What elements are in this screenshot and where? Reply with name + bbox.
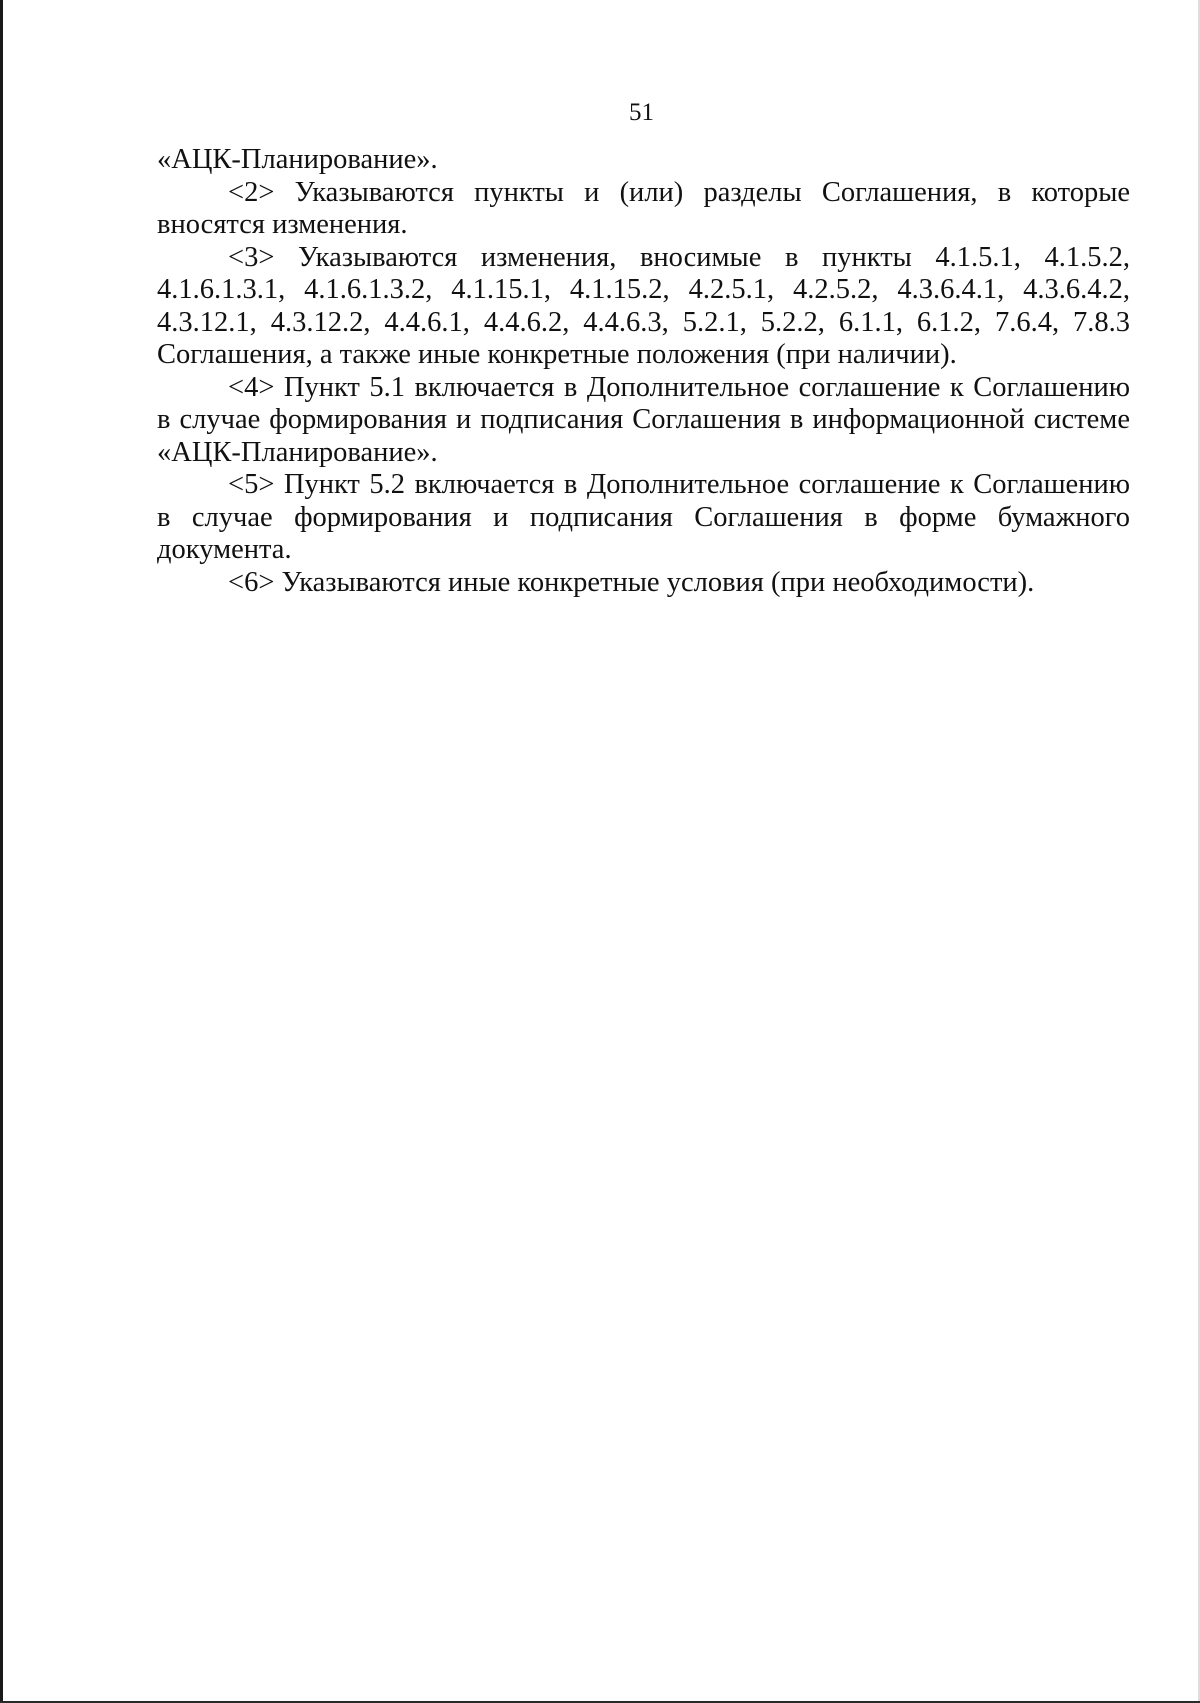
scan-border-left [0, 0, 3, 1703]
footnote-2: <2> Указываются пункты и (или) разделы Соглашения, в которые вносятся изменения. [157, 176, 1130, 240]
footnote-6: <6> Указываются иные конкретные условия (при необходимости). [228, 566, 1035, 598]
footnotes-block [157, 144, 1130, 599]
footnote-4: <4> Пункт 5.1 включается в Дополнительное соглашение к Соглашению в случае формирования и подписания Соглашения в информационной системе «АЦК-Планирование». [157, 371, 1130, 468]
footnote-5: <5> Пункт 5.2 включается в Дополнительное соглашение к Соглашению в случае формирования и подписания Соглашения в форме бумажного документа. [157, 469, 1130, 565]
footnote-continuation: «АЦК-Планирование». [157, 144, 438, 175]
page-number: 51 [629, 99, 654, 126]
footnote-3: <3> Указываются изменения, вносимые в пункты 4.1.5.1, 4.1.5.2, 4.1.6.1.3.1, 4.1.6.1.3.2, 4.1.15.1, 4.1.15.2, 4.2.5.1, 4.2.5.2, 4.3.6.4.1, 4.3.6.4.2, 4.3.12.1, 4.3.12.2, 4.4.6.1, 4.4.6.2, 4.4.6.3, 5.2.1, 5.2.2, 6.1.1, 6.1.2, 7.6.4, 7.8.3 Соглашения, а также иные конкретные положения (при наличии). [157, 241, 1130, 370]
